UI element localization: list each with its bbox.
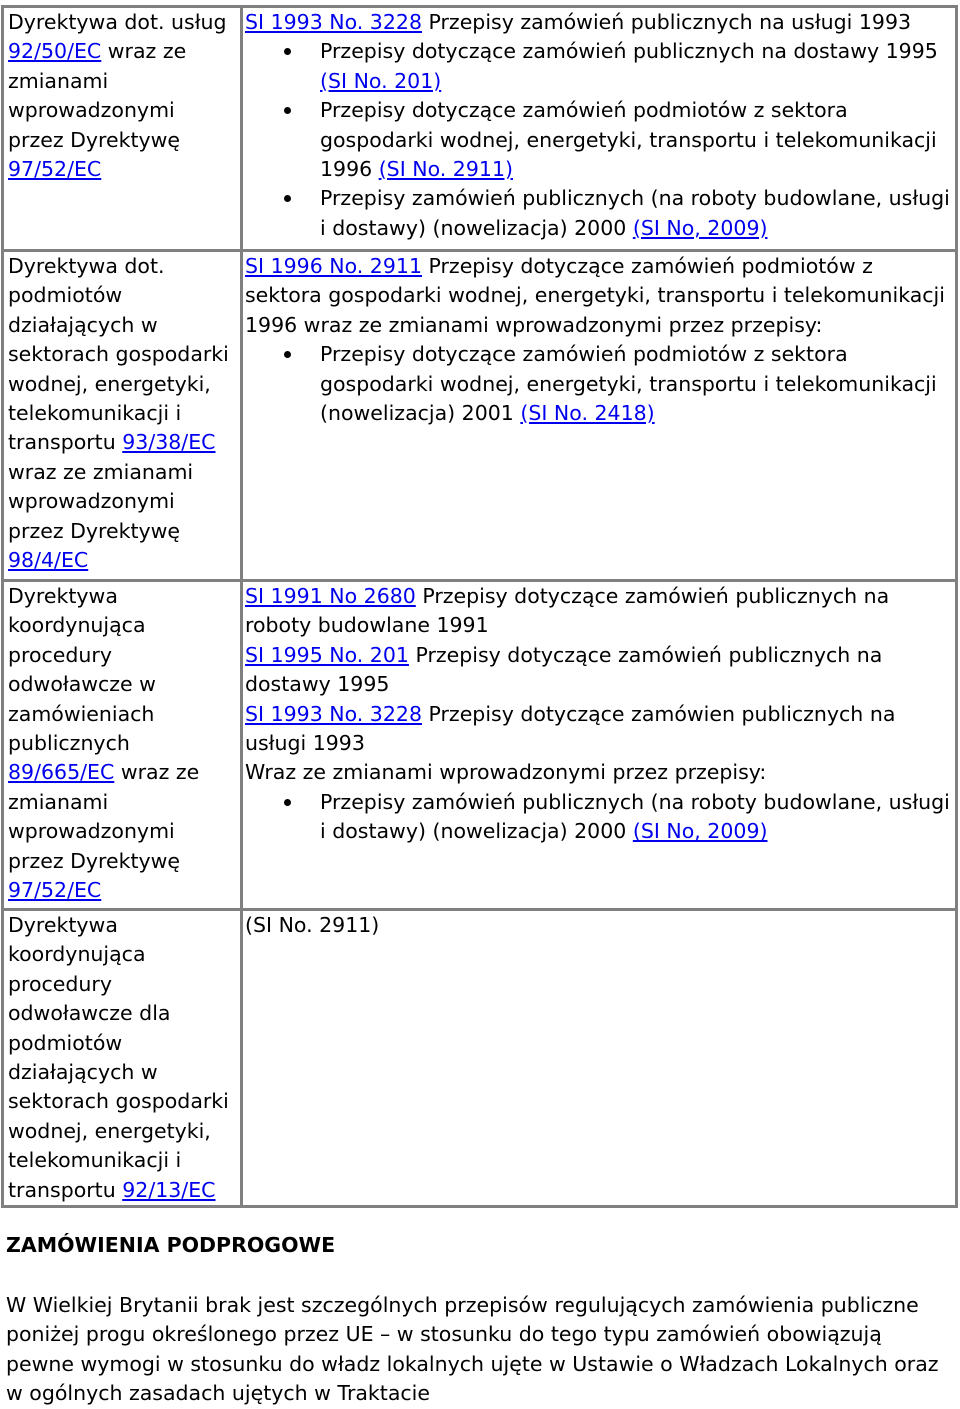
regulation-line [245,641,951,700]
regulation-link[interactable]: (SI No. 2911) [378,157,513,182]
regulation-link[interactable]: (SI No, 2009) [632,215,768,240]
directive-text: wraz ze zmianami wprowadzonymi przez Dyrektywę [8,459,194,543]
table-row [3,581,957,910]
regulation-text: (SI No. 2911) [245,913,380,937]
list-item-text: Przepisy zamówień publicznych (na roboty budowlane, usługi i dostawy) (nowelizacja) 2000 [320,186,950,240]
regulation-line [245,700,951,759]
directive-cell [3,910,242,1207]
regulation-link[interactable]: SI 1996 No. 2911 [245,254,422,278]
regulation-cell [242,581,957,910]
directive-link[interactable]: 98/4/EC [8,548,89,573]
bullet-icon [284,48,291,55]
regulation-link[interactable]: SI 1993 No. 3228 [245,701,422,726]
table-row [3,910,957,1207]
directive-text: Dyrektywa dot. podmiotów działających w sektorach gospodarki wodnej, energetyki, telekomunikacji i transportu [8,254,229,455]
list-item [320,37,951,96]
directive-text: Dyrektywa koordynująca procedury odwoławcze dla podmiotów działających w sektorach gospodarki wodnej, energetyki, telekomunikacji i transportu [8,913,229,1202]
directive-cell [3,251,242,581]
directive-cell [3,581,242,910]
regulation-link[interactable]: (SI No, 2009) [632,819,768,844]
directive-link[interactable]: 92/50/EC [8,39,102,64]
regulation-text: Przepisy dotyczące zamówień publicznych na dostawy 1995 [245,642,883,697]
directive-link[interactable]: 97/52/EC [8,157,102,182]
regulation-line [245,582,951,641]
regulation-link[interactable]: SI 1993 No. 3228 [245,10,422,34]
regulation-text: Przepisy dotyczące zamówień publicznych na roboty budowlane 1991 [245,584,890,638]
regulation-intro [245,252,951,340]
directive-link[interactable]: 93/38/EC [122,430,216,455]
table-row [3,7,957,251]
regulation-text: Przepisy zamówień publicznych na usługi 1993 [421,10,912,34]
body-paragraph: W Wielkiej Brytanii brak jest szczególnych przepisów regulujących zamówienia publiczne poniżej progu określonego przez UE – w stosunku do tego typu zamówień obowiązują pewne wymogi w stosunku do władz lokalnych ujęte w Ustawie o Władzach Lokalnych oraz w ogólnych zasadach ujętych w Traktacie [6,1293,939,1406]
regulation-link[interactable]: (SI No. 201) [320,68,442,93]
list-item-text: Przepisy zamówień publicznych (na roboty budowlane, usługi i dostawy) (nowelizacja) 2000 [320,789,950,844]
regulation-intro [245,8,951,37]
regulation-cell [242,7,957,251]
legislation-table [1,5,958,1208]
bullet-icon [284,107,291,114]
bullet-icon [284,799,291,806]
regulation-text: Przepisy dotyczące zamówien publicznych na usługi 1993 [245,701,896,756]
list-item [320,184,951,243]
section-heading: ZAMÓWIENIA PODPROGOWE [6,1233,336,1257]
regulation-link[interactable]: SI 1991 No 2680 [245,584,416,608]
list-item [320,788,951,847]
list-item-text: Przepisy dotyczące zamówień publicznych na dostawy 1995 [320,39,938,64]
list-item [320,96,951,184]
directive-link[interactable]: 92/13/EC [122,1177,216,1202]
directive-text: Dyrektywa dot. usług [8,10,227,34]
directive-text: Dyrektywa koordynująca procedury odwoławcze w zamówieniach publicznych [8,584,156,756]
bullet-icon [284,351,291,358]
list-item [320,340,951,428]
regulation-cell [242,251,957,581]
regulation-link[interactable]: (SI No. 2418) [520,401,655,426]
list-item-text: Przepisy dotyczące zamówień podmiotów z sektora gospodarki wodnej, energetyki, transportu i telekomunikacji 1996 [320,98,937,182]
amendment-list [245,37,951,243]
regulation-text: Przepisy dotyczące zamówień podmiotów z sektora gospodarki wodnej, energetyki, transportu i telekomunikacji 1996 wraz ze zmianami wprowadzonymi przez przepisy: [245,254,945,337]
regulation-link[interactable]: SI 1995 No. 201 [245,642,409,667]
directive-text: wraz ze zmianami wprowadzonymi przez Dyrektywę [8,39,187,152]
directive-link[interactable]: 97/52/EC [8,878,102,903]
directive-text: wraz ze zmianami wprowadzonymi przez Dyrektywę [8,760,200,873]
bullet-icon [284,195,291,202]
table-row [3,251,957,581]
list-item-text: Przepisy dotyczące zamówień podmiotów z sektora gospodarki wodnej, energetyki, transportu i telekomunikacji (nowelizacja) 2001 [320,342,937,426]
amendment-list [245,340,951,428]
amendment-list [245,788,951,847]
regulation-cell [242,910,957,1207]
amendments-intro: Wraz ze zmianami wprowadzonymi przez przepisy: [245,760,767,785]
directive-cell [3,7,242,251]
directive-link[interactable]: 89/665/EC [8,760,115,785]
